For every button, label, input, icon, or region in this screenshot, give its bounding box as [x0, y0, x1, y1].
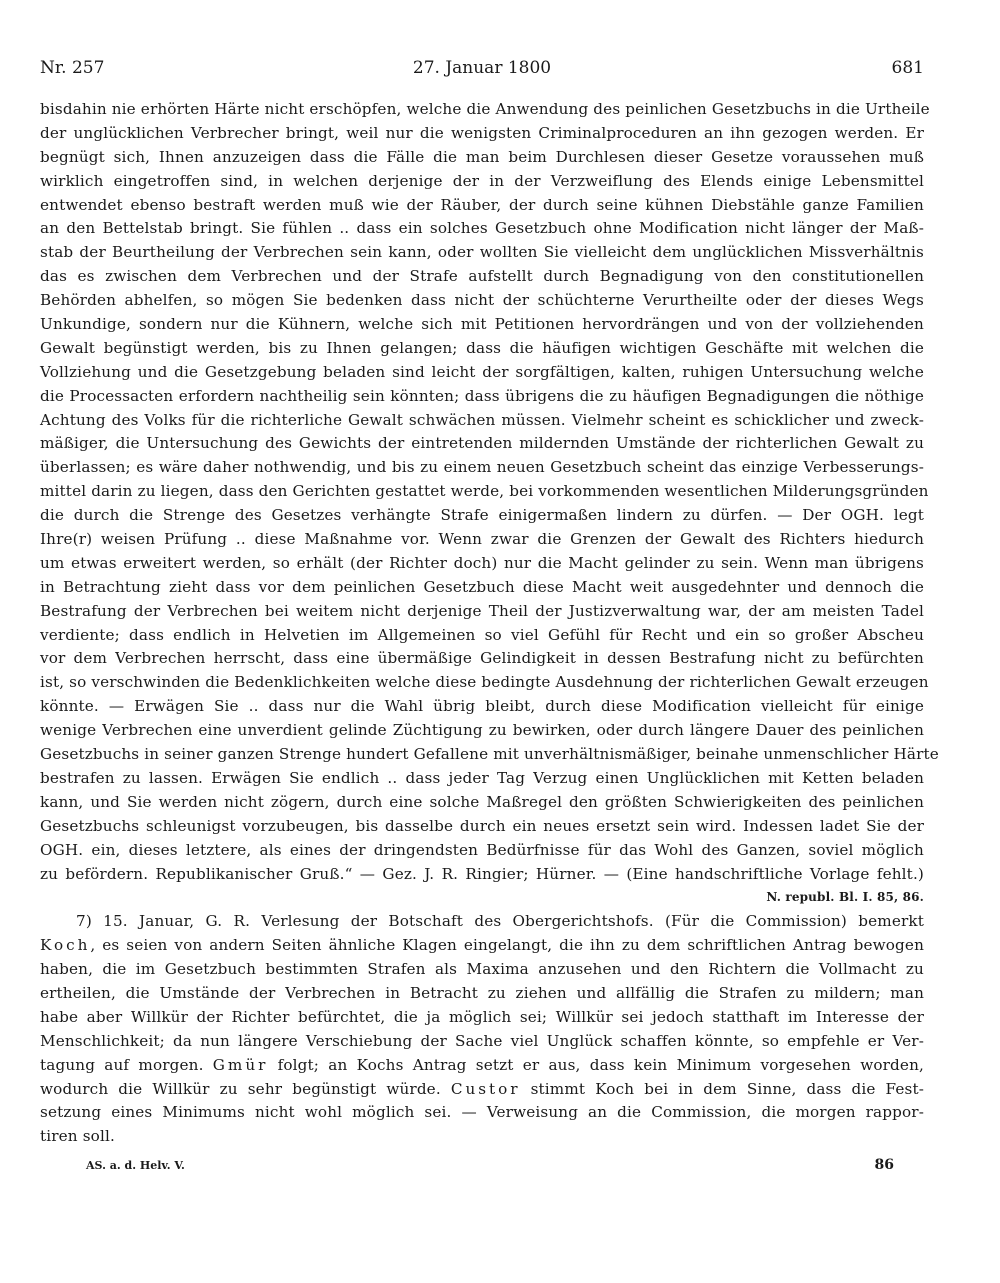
text-line: Ihre(r) weisen Prüfung .. diese Maßnahme vor. Wenn zwar die Grenzen der Gewalt des Richters hiedurch [40, 530, 924, 549]
text-line: um etwas erweitert werden, so erhält (der Richter doch) nur die Macht gelinder zu sein. Wenn man übrigens [40, 553, 924, 572]
speaker-name: Gmür [212, 1055, 269, 1074]
entry-7-line: setzung eines Minimums nicht wohl möglich sei. — Verweisung an die Commission, die morgen rappor- [40, 1103, 924, 1122]
text-line: Unkundige, sondern nur die Kühnern, welche sich mit Petitionen hervordrängen und von der vollziehenden [40, 315, 924, 334]
text-line: Gesetzbuchs schleunigst vorzubeugen, bis dasselbe durch ein neues ersetzt sein wird. Indessen ladet Sie der [40, 816, 924, 835]
text-line: ist, so verschwinden die Bedenklichkeiten welche diese bedingte Ausdehnung der richterlichen Gewalt erzeugen [40, 673, 929, 692]
body-text [40, 98, 939, 1149]
page-number: 681 [891, 58, 924, 78]
text-line: die durch die Strenge des Gesetzes verhängte Strafe einigermaßen lindern zu dürfen. — Der OGH. legt [40, 506, 924, 525]
collection-abbreviation: AS. a. d. Helv. V. [86, 1159, 185, 1172]
entry-7-text: tagung auf morgen. [40, 1055, 213, 1074]
text-line: vor dem Verbrechen herrscht, dass eine übermäßige Gelindigkeit in dessen Bestrafung nicht zu befürchten [40, 649, 924, 668]
text-line: entwendet ebenso bestraft werden muß wie der Räuber, der durch seine kühnen Diebstähle ganze Familien [40, 195, 924, 214]
page-header [40, 58, 924, 84]
speaker-name: Koch [40, 936, 91, 955]
text-line: Achtung des Volks für die richterliche Gewalt schwächen müssen. Vielmehr scheint es schicklicher und zweck- [40, 410, 924, 429]
text-line: bisdahin nie erhörten Härte nicht erschöpfen, welche die Anwendung des peinlichen Gesetzbuchs in die Urtheile [40, 100, 930, 118]
text-line: Behörden abhelfen, so mögen Sie bedenken dass nicht der schüchterne Verurtheilte oder der dieses Wegs [40, 291, 924, 310]
text-line: Vollziehung und die Gesetzgebung beladen sind leicht der sorgfältigen, kalten, ruhigen Untersuchung welche [40, 362, 924, 381]
entry-7-line: Menschlichkeit; da nun längere Verschiebung der Sache viel Unglück schaffen könnte, so empfehle er Ver- [40, 1031, 924, 1050]
text-line: begnügt sich, Ihnen anzuzeigen dass die Fälle die man beim Durchlesen dieser Gesetze voraussehen muß [40, 147, 924, 166]
text-line: Bestrafung der Verbrechen bei weitem nicht derjenige Theil der Justizverwaltung war, der am meisten Tadel [40, 601, 924, 620]
entry-7-text: wodurch die Willkür zu sehr begünstigt würde. [40, 1079, 451, 1098]
text-line: mittel darin zu liegen, dass den Gerichten gestattet werde, bei vorkommenden wesentlichen Milderungsgründen [40, 482, 929, 501]
text-line: bestrafen zu lassen. Erwägen Sie endlich .. dass jeder Tag Verzug einen Unglücklichen mit Ketten beladen [40, 768, 924, 787]
entry-7-line: habe aber Willkür der Richter befürchtet, die ja möglich sei; Willkür sei jedoch statthaft im Interesse der [40, 1007, 924, 1026]
text-line: der unglücklichen Verbrecher bringt, weil nur die wenigsten Criminalproceduren an ihn gezogen werden. Er [40, 123, 924, 142]
entry-7-line [40, 1054, 924, 1078]
speaker-name: Custor [450, 1079, 521, 1098]
source-reference: N. republ. Bl. I. 85, 86. [766, 890, 924, 905]
entry-7-line [40, 934, 924, 958]
entry-7-line: 7) 15. Januar, G. R. Verlesung der Botschaft des Obergerichtshofs. (Für die Commission) bemerkt [76, 912, 924, 931]
text-line: OGH. ein, dieses letztere, als eines der dringendsten Bedürfnisse für das Wohl des Ganzen, soviel möglich [40, 840, 924, 859]
text-line: Gewalt begünstigt werden, bis zu Ihnen gelangen; dass die häufigen wichtigen Geschäfte mit welchen die [40, 338, 924, 357]
text-line: verdiente; dass endlich in Helvetien im Allgemeinen so viel Gefühl für Recht und ein so großer Abscheu [40, 625, 924, 644]
page-date: 27. Januar 1800 [412, 58, 552, 78]
text-line: in Betrachtung zieht dass vor dem peinlichen Gesetzbuch diese Macht weit ausgedehnter und dennoch die [40, 577, 924, 596]
text-line: Gesetzbuchs in seiner ganzen Strenge hundert Gefallene mit unverhältnismäßiger, beinahe unmenschlicher Härte [40, 745, 939, 764]
text-line: könnte. — Erwägen Sie .. dass nur die Wahl übrig bleibt, durch diese Modification vielleicht für einige [40, 697, 924, 716]
text-line: wenige Verbrechen eine unverdient gelinde Züchtigung zu bewirken, oder durch längere Dauer des peinlichen [40, 721, 924, 740]
entry-7-text: stimmt Koch bei in dem Sinne, dass die Fest- [520, 1079, 925, 1098]
text-line: stab der Beurtheilung der Verbrechen sein kann, oder wollten Sie vielleicht dem unglücklichen Missverhältnis [40, 243, 924, 262]
text-line: überlassen; es wäre daher nothwendig, und bis zu einem neuen Gesetzbuch scheint das einzige Verbesserungs- [40, 458, 924, 477]
text-line: das es zwischen dem Verbrechen und der Strafe aufstellt durch Begnadigung von den constitutionellen [40, 267, 924, 286]
text-line: mäßiger, die Untersuchung des Gewichts der eintretenden mildernden Umstände der richterlichen Gewalt zu [40, 434, 924, 453]
entry-7-line [40, 1078, 924, 1102]
text-line: an den Bettelstab bringt. Sie fühlen .. dass ein solches Gesetzbuch ohne Modification nicht länger der Maß- [40, 219, 924, 238]
text-line: die Processacten erfordern nachtheilig sein könnten; dass übrigens die zu häufigen Begnadigungen die nöthige [40, 386, 924, 405]
page-footer [40, 1157, 924, 1177]
entry-7-line: ertheilen, die Umstände der Verbrechen in Betracht zu ziehen und allfällig die Strafen zu mildern; man [40, 983, 924, 1002]
entry-7-text: folgt; an Kochs Antrag setzt er aus, dass kein Minimum vorgesehen worden, [268, 1055, 924, 1074]
text-line: kann, und Sie werden nicht zögern, durch eine solche Maßregel den größten Schwierigkeiten des peinlichen [40, 792, 924, 811]
text-line: zu befördern. Republikanischer Gruß.“ — Gez. J. R. Ringier; Hürner. — (Eine handschriftliche Vorlage fehlt.) [40, 864, 924, 883]
entry-7-text: , es seien von andern Seiten ähnliche Klagen eingelangt, die ihn zu dem schriftlichen Antrag bewogen [90, 936, 924, 955]
entry-7-line: haben, die im Gesetzbuch bestimmten Strafen als Maxima anzusehen und den Richtern die Vollmacht zu [40, 960, 924, 979]
document-number: Nr. 257 [40, 58, 105, 78]
signature-number: 86 [874, 1157, 894, 1173]
text-line: wirklich eingetroffen sind, in welchen derjenige der in der Verzweiflung des Elends einige Lebensmittel [40, 171, 924, 190]
entry-7-line: tiren soll. [40, 1127, 115, 1146]
